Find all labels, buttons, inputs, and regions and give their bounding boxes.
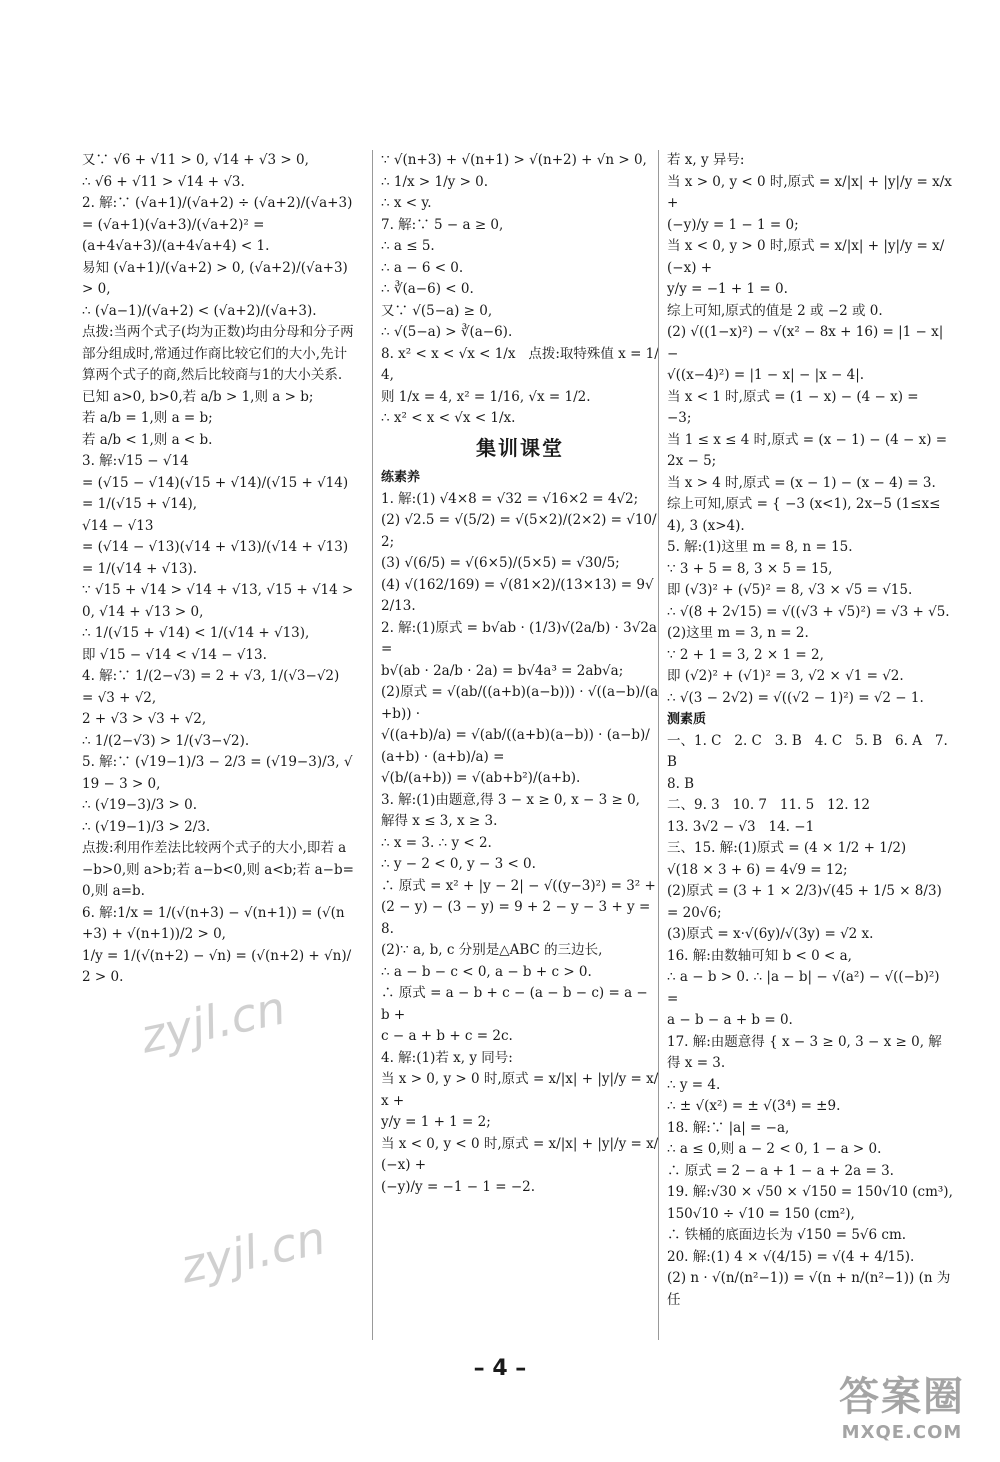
answer-line: ∵ √15 + √14 > √14 + √13, √15 + √14 > 0, √14 + √13 > 0, bbox=[82, 582, 358, 620]
answer-line: 2x − 5; bbox=[667, 453, 717, 469]
answer-line: 若 x, y 异号: bbox=[667, 152, 745, 168]
answer-line: ∴ a ≤ 0,则 a − 2 < 0, 1 − a > 0. bbox=[667, 1141, 882, 1157]
answer-line: (2) n · √(n/(n²−1)) = √(n + n/(n²−1)) (n 为任 bbox=[667, 1270, 951, 1308]
answer-line: ∴ √(3 − 2√2) = √((√2 − 1)²) = √2 − 1. bbox=[667, 689, 924, 706]
answer-line: ∵ √(n+3) + √(n+1) > √(n+2) + √n > 0, bbox=[381, 152, 647, 168]
answer-line: 若 a/b = 1,则 a = b; bbox=[82, 410, 213, 426]
answer-line: (2)这里 m = 3, n = 2. bbox=[667, 625, 809, 641]
answer-line: (a+4√a+3)/(a+4√a+4) < 1. bbox=[82, 238, 270, 254]
answer-line: 8. x² < x < √x < 1/x 点拨:取特殊值 x = 1/4, bbox=[381, 345, 659, 383]
answer-line: ∴ ± √(x²) = ± √(3⁴) = ±9. bbox=[667, 1098, 841, 1114]
answer-line: 8. B bbox=[667, 775, 695, 792]
answer-line: 又∵ √(5−a) ≥ 0, bbox=[381, 302, 493, 319]
answer-line: 一、1. C 2. C 3. B 4. C 5. B 6. A 7. B bbox=[667, 732, 953, 770]
answer-line: 18. 解:∵ |a| = −a, bbox=[667, 1119, 790, 1136]
answer-line: 150√10 ÷ √10 = 150 (cm²), bbox=[667, 1205, 855, 1222]
answer-line: = 1/(√14 + √13). bbox=[82, 560, 198, 577]
answer-line: ∴ 1/(2−√3) > 1/(√3−√2). bbox=[82, 732, 250, 749]
answer-line: ∴ 1/(√15 + √14) < 1/(√14 + √13), bbox=[82, 625, 310, 641]
answer-line: ∴ (√19−1)/3 > 2/3. bbox=[82, 818, 211, 835]
section-heading: 集训课堂 bbox=[476, 435, 564, 460]
page-number: – 4 – bbox=[473, 1356, 527, 1381]
answer-line: ∴ x = 3. ∴ y < 2. bbox=[381, 834, 492, 851]
answer-line: ∴ x < y. bbox=[381, 195, 432, 211]
answer-line: 若 a/b < 1,则 a < b. bbox=[82, 431, 213, 448]
answer-line: √(b/(a+b)) = √(ab+b²)/(a+b). bbox=[381, 770, 581, 786]
answer-line: (3) √(6/5) = √(6×5)/(5×5) = √30/5; bbox=[381, 555, 620, 571]
answer-line: ∴ a − b − c < 0, a − b + c > 0. bbox=[381, 963, 592, 980]
answer-line: 测素质 bbox=[667, 712, 707, 727]
answer-line: ∴ 原式 = a − b + c − (a − b − c) = a − b + bbox=[381, 985, 653, 1023]
answer-line: (3)原式 = x·√(6y)/√(3y) = √2 x. bbox=[667, 926, 874, 942]
answer-line: 当 x > 0, y < 0 时,原式 = x/|x| + |y|/y = x/x + bbox=[667, 173, 957, 211]
answer-line: ∴ a − b > 0. ∴ |a − b| − √(a²) − √((−b)²) = bbox=[667, 969, 944, 1007]
answer-line: 19. 解:√30 × √50 × √150 = 150√10 (cm³), bbox=[667, 1184, 953, 1200]
answer-line: 即 √15 − √14 < √14 − √13. bbox=[82, 646, 267, 663]
answer-line: 3. 解:√15 − √14 bbox=[82, 453, 189, 469]
site-logo bbox=[822, 1372, 982, 1452]
answer-line: 16. 解:由数轴可知 b < 0 < a, bbox=[667, 947, 852, 964]
answer-line: y/y = −1 + 1 = 0. bbox=[667, 281, 788, 297]
left-column bbox=[82, 150, 358, 1340]
answer-line: 已知 a>0, b>0,若 a/b > 1,则 a > b; bbox=[82, 388, 314, 405]
answer-line: c − a + b + c = 2c. bbox=[381, 1028, 513, 1044]
answer-line: 则 1/x = 4, x² = 1/16, √x = 1/2. bbox=[381, 388, 591, 405]
answer-line: 4. 解:(1)若 x, y 同号: bbox=[381, 1049, 513, 1066]
answer-line: ∵ 3 + 5 = 8, 3 × 5 = 15, bbox=[667, 560, 833, 577]
answer-line: 当 x < 0, y < 0 时,原式 = x/|x| + |y|/y = x/(−x) + bbox=[381, 1135, 659, 1173]
answer-line: ∴ √(8 + 2√15) = √((√3 + √5)²) = √3 + √5. bbox=[667, 603, 950, 620]
answer-line: ∴ x² < x < √x < 1/x. bbox=[381, 410, 516, 426]
answer-line: ∴ 原式 = x² + |y − 2| − √((y−3)²) = 3² + bbox=[381, 877, 656, 894]
answer-line: 即 (√3)² + (√5)² = 8, √3 × √5 = √15. bbox=[667, 582, 913, 598]
answer-line: (2)∵ a, b, c 分别是△ABC 的三边长, bbox=[381, 942, 603, 958]
answer-line: 练素养 bbox=[381, 470, 421, 485]
answer-line: −3; bbox=[667, 410, 692, 426]
answer-line: (2) √2.5 = √(5/2) = √(5×2)/(2×2) = √10/2; bbox=[381, 512, 657, 550]
answer-line: (2 − y) − (3 − y) = 9 + 2 − y − 3 + y = 8. bbox=[381, 899, 655, 937]
answer-line: 2. 解:∵ (√a+1)/(√a+2) ÷ (√a+2)/(√a+3) = (√a+1)(√a+3)/(√a+2)² = bbox=[82, 195, 357, 233]
answer-line: ∵ 2 + 1 = 3, 2 × 1 = 2, bbox=[667, 646, 824, 663]
answer-line: y/y = 1 + 1 = 2; bbox=[381, 1114, 491, 1130]
answer-line: √14 − √13 bbox=[82, 517, 154, 534]
answer-line: 1. 解:(1) √4×8 = √32 = √16×2 = 4√2; bbox=[381, 490, 639, 507]
answer-line: 当 x < 0, y > 0 时,原式 = x/|x| + |y|/y = x/(−x) + bbox=[667, 238, 945, 276]
answer-line: (2)原式 = √(ab/((a+b)(a−b))) · √((a−b)/(a+b)) · bbox=[381, 684, 659, 722]
answer-line: 解得 x ≤ 3, x ≥ 3. bbox=[381, 813, 498, 829]
answer-line: 易知 (√a+1)/(√a+2) > 0, (√a+2)/(√a+3) > 0, bbox=[82, 259, 353, 297]
answer-line: 7. 解:∵ 5 − a ≥ 0, bbox=[381, 216, 504, 233]
answer-line: 2. 解:(1)原式 = b√ab · (1/3)√(2a/b) · 3√2a = bbox=[381, 619, 662, 657]
answer-line: ∴ a ≤ 5. bbox=[381, 238, 435, 254]
answer-line: ∴ 铁桶的底面边长为 √150 = 5√6 cm. bbox=[667, 1227, 907, 1243]
answer-line: ∴ 原式 = 2 − a + 1 − a + 2a = 3. bbox=[667, 1162, 894, 1179]
answer-line: 3. 解:(1)由题意,得 3 − x ≥ 0, x − 3 ≥ 0, bbox=[381, 791, 640, 808]
answer-line: = 20√6; bbox=[667, 904, 722, 921]
middle-column bbox=[372, 150, 662, 1340]
answer-line: 当 x > 4 时,原式 = (x − 1) − (x − 4) = 3. bbox=[667, 474, 936, 491]
answer-line: 17. 解:由题意得 { x − 3 ≥ 0, 3 − x ≥ 0, 解得 x = 3. bbox=[667, 1033, 942, 1071]
answer-line: (−y)/y = 1 − 1 = 0; bbox=[667, 216, 799, 233]
answer-line: = (√14 − √13)(√14 + √13)/(√14 + √13) bbox=[82, 539, 349, 555]
answer-line: ∴ (√19−3)/3 > 0. bbox=[82, 797, 198, 813]
answer-line: = 1/(√15 + √14), bbox=[82, 496, 198, 512]
answer-line: b√(ab · 2a/b · 2a) = b√4a³ = 2ab√a; bbox=[381, 662, 624, 679]
answer-line: (2)原式 = (3 + 1 × 2/3)√(45 + 1/5 × 8/3) bbox=[667, 883, 942, 899]
answer-line: a − b − a + b = 0. bbox=[667, 1012, 793, 1028]
answer-line: 点拨:利用作差法比较两个式子的大小,即若 a−b>0,则 a>b;若 a−b<0,则 a<b;若 a−b=0,则 a=b. bbox=[82, 840, 354, 899]
right-column bbox=[658, 150, 957, 1340]
answer-line: 当 1 ≤ x ≤ 4 时,原式 = (x − 1) − (4 − x) = bbox=[667, 431, 948, 448]
watermark-text: zyjl.cn bbox=[135, 980, 291, 1064]
answer-line: 点拨:当两个式子(均为正数)均由分母和分子两部分组成时,常通过作商比较它们的大小,先计算两个式子的商,然后比较商与1的大小关系. bbox=[82, 324, 354, 383]
answer-line: ∴ a − 6 < 0. bbox=[381, 259, 464, 276]
answer-line: 13. 3√2 − √3 14. −1 bbox=[667, 818, 815, 835]
answer-line: (−y)/y = −1 − 1 = −2. bbox=[381, 1178, 536, 1195]
answer-line: 6. 解:1/x = 1/(√(n+3) − √(n+1)) = (√(n+3) + √(n+1))/2 > 0, bbox=[82, 904, 345, 942]
answer-line: 5. 解:(1)这里 m = 8, n = 15. bbox=[667, 539, 853, 555]
answer-line: 综上可知,原式 = { −3 (x<1), 2x−5 (1≤x≤4), 3 (x>4). bbox=[667, 496, 941, 534]
answer-line: ∴ 1/x > 1/y > 0. bbox=[381, 173, 489, 190]
answer-line: ∴ √(5−a) > ∛(a−6). bbox=[381, 324, 513, 340]
answer-line: ∴ √6 + √11 > √14 + √3. bbox=[82, 173, 245, 190]
answer-line: 当 x > 0, y > 0 时,原式 = x/|x| + |y|/y = x/x + bbox=[381, 1071, 659, 1109]
answer-line: ∴ y = 4. bbox=[667, 1076, 721, 1093]
logo-url: MXQE.COM bbox=[841, 1422, 963, 1443]
answer-line: 20. 解:(1) 4 × √(4/15) = √(4 + 4/15). bbox=[667, 1248, 915, 1265]
answer-line: ∴ ∛(a−6) < 0. bbox=[381, 281, 474, 297]
answer-line: √((x−4)²) = |1 − x| − |x − 4|. bbox=[667, 367, 865, 383]
answer-line: = (√15 − √14)(√15 + √14)/(√15 + √14) bbox=[82, 474, 349, 491]
answer-line: 4. 解:∵ 1/(2−√3) = 2 + √3, 1/(√3−√2) = √3 + √2, bbox=[82, 668, 344, 706]
answer-line: (2) √((1−x)²) − √(x² − 8x + 16) = |1 − x| − bbox=[667, 324, 948, 362]
answer-line: 2 + √3 > √3 + √2, bbox=[82, 711, 207, 727]
answer-line: 综上可知,原式的值是 2 或 −2 或 0. bbox=[667, 302, 883, 319]
answer-line: √(18 × 3 + 6) = 4√9 = 12; bbox=[667, 861, 848, 878]
answer-line: 1/y = 1/(√(n+2) − √n) = (√(n+2) + √n)/2 > 0. bbox=[82, 947, 352, 985]
answer-line: ∴ y − 2 < 0, y − 3 < 0. bbox=[381, 856, 536, 872]
answer-line: √((a+b)/a) = √(ab/((a+b)(a−b)) · (a−b)/(a+b) · (a+b)/a) = bbox=[381, 727, 650, 765]
answer-line: 当 x < 1 时,原式 = (1 − x) − (4 − x) = bbox=[667, 388, 919, 405]
answer-line: 即 (√2)² + (√1)² = 3, √2 × √1 = √2. bbox=[667, 668, 904, 684]
answer-line: 二、9. 3 10. 7 11. 5 12. 12 bbox=[667, 797, 871, 813]
answer-line: 又∵ √6 + √11 > 0, √14 + √3 > 0, bbox=[82, 152, 309, 168]
answer-line: ∴ (√a−1)/(√a+2) < (√a+2)/(√a+3). bbox=[82, 302, 317, 319]
watermark-text: zyjl.cn bbox=[175, 1210, 331, 1294]
answer-line: 5. 解:∵ (√19−1)/3 − 2/3 = (√19−3)/3, √19 − 3 > 0, bbox=[82, 754, 353, 792]
answer-line: (4) √(162/169) = √(81×2)/(13×13) = 9√2/13. bbox=[381, 576, 654, 614]
answer-line: 三、15. 解:(1)原式 = (4 × 1/2 + 1/2) bbox=[667, 840, 907, 856]
logo-title: 答案圈 bbox=[839, 1374, 965, 1420]
